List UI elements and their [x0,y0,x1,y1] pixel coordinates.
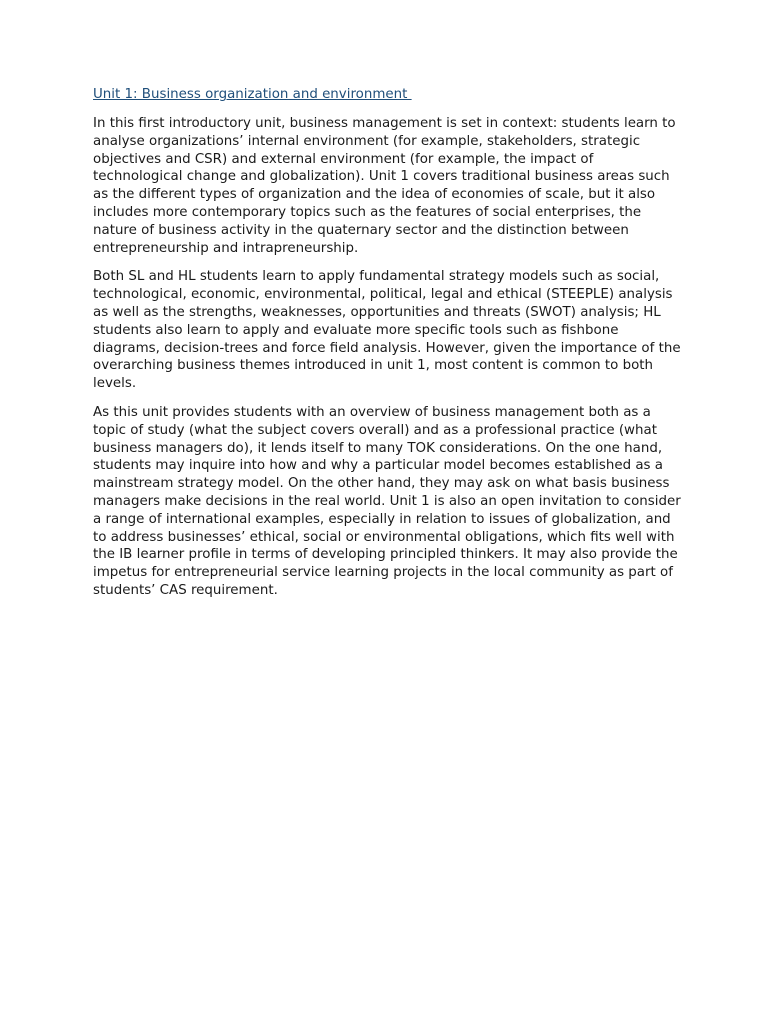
paragraph-introduction: In this first introductory unit, business management is set in context: students learn to analyse organizations’ internal environment (for example, stakeholders, strategic objectives and CSR) and external environment (for example, the impact of technological change and globalization). Unit 1 covers traditional business areas such as the different types of organization and the idea of economies of scale, but it also includes more contemporary topics such as the features of social enterprises, the nature of business activity in the quaternary sector and the distinction between entrepreneurship and intrapreneurship. [93,116,676,256]
paragraph-tok-considerations: As this unit provides students with an overview of business management both as a topic of study (what the subject covers overall) and as a professional practice (what business managers do), it lends itself to many TOK considerations. On the one hand, students may inquire into how and why a particular model becomes established as a mainstream strategy model. On the other hand, they may ask on what basis business managers make decisions in the real world. Unit 1 is also an open invitation to consider a range of international examples, especially in relation to issues of globalization, and to address businesses’ ethical, social or environmental obligations, which fits well with the IB learner profile in terms of developing principled thinkers. It may also provide the impetus for entrepreneurial service learning projects in the local community as part of students’ CAS requirement. [93,404,681,598]
document-body [93,86,683,611]
section-heading: Unit 1: Business organization and environment [93,87,412,102]
paragraph-strategy-models: Both SL and HL students learn to apply fundamental strategy models such as social, technological, economic, environmental, political, legal and ethical (STEEPLE) analysis as well as the strengths, weaknesses, opportunities and threats (SWOT) analysis; HL students also learn to apply and evaluate more specific tools such as fishbone diagrams, decision-trees and force field analysis. However, given the importance of the overarching business themes introduced in unit 1, most content is common to both levels. [93,269,681,392]
